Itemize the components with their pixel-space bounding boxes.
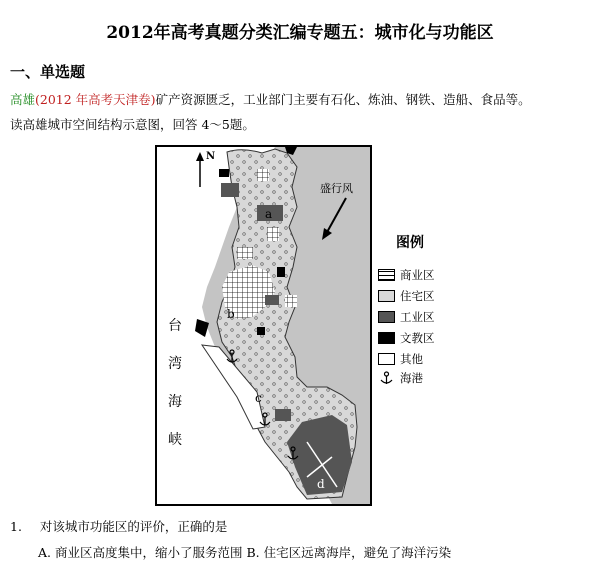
wind-label: 盛行风 [320,182,353,195]
commercial-block [257,169,269,181]
intro-line-1 [10,90,531,108]
education-block [257,327,265,335]
commercial-block [237,247,253,259]
label-a: a [265,207,273,221]
industrial-block [265,295,279,305]
industrial-swatch-icon [378,311,395,323]
legend-item-residential: 住宅区 [378,289,435,303]
city-name: 高雄 [10,92,36,107]
label-d: d [317,477,325,491]
label-b: b [227,307,235,321]
label-c: c [255,391,262,405]
education-block [277,267,285,277]
commercial-block [267,227,279,241]
legend-title: 图例 [396,235,424,251]
anchor-icon [378,371,395,385]
legend-item-industrial: 工业区 [378,310,435,324]
industrial-block [221,183,239,197]
question-text: 对该城市功能区的评价，正确的是 [39,519,228,534]
intro-text: 矿产资源匮乏，工业部门主要有石化、炼油、钢铁、造船、食品等。 [155,92,531,107]
north-label: N [206,151,216,162]
exam-source: (2012 年高考天津卷) [35,92,156,107]
question-options: A. 商业区高度集中，缩小了服务范围 B. 住宅区远离海岸，避免了海洋污染 [38,545,452,560]
legend-item-education: 文教区 [378,331,435,345]
intro-line-2: 读高雄城市空间结构示意图，回答 4～5题。 [10,117,255,132]
legend-item-other: 其他 [378,352,423,366]
commercial-block [285,295,297,307]
industrial-block [275,409,291,421]
wind-arrow-icon [320,194,360,244]
page-title: 2012年高考真题分类汇编专题五：城市化与功能区 [106,23,494,43]
residential-swatch-icon [378,290,395,302]
question-number: 1. [10,519,22,534]
prevailing-wind [320,180,353,196]
education-block [219,169,229,177]
other-swatch-icon [378,353,395,365]
section-heading: 一、单选题 [10,63,86,81]
commercial-swatch-icon [378,269,395,281]
legend-item-port: 海港 [378,371,423,385]
strait-label: 台 湾 海 峡 [168,318,182,448]
question-1 [10,517,227,535]
education-swatch-icon [378,332,395,344]
legend-item-commercial: 商业区 [378,268,435,282]
